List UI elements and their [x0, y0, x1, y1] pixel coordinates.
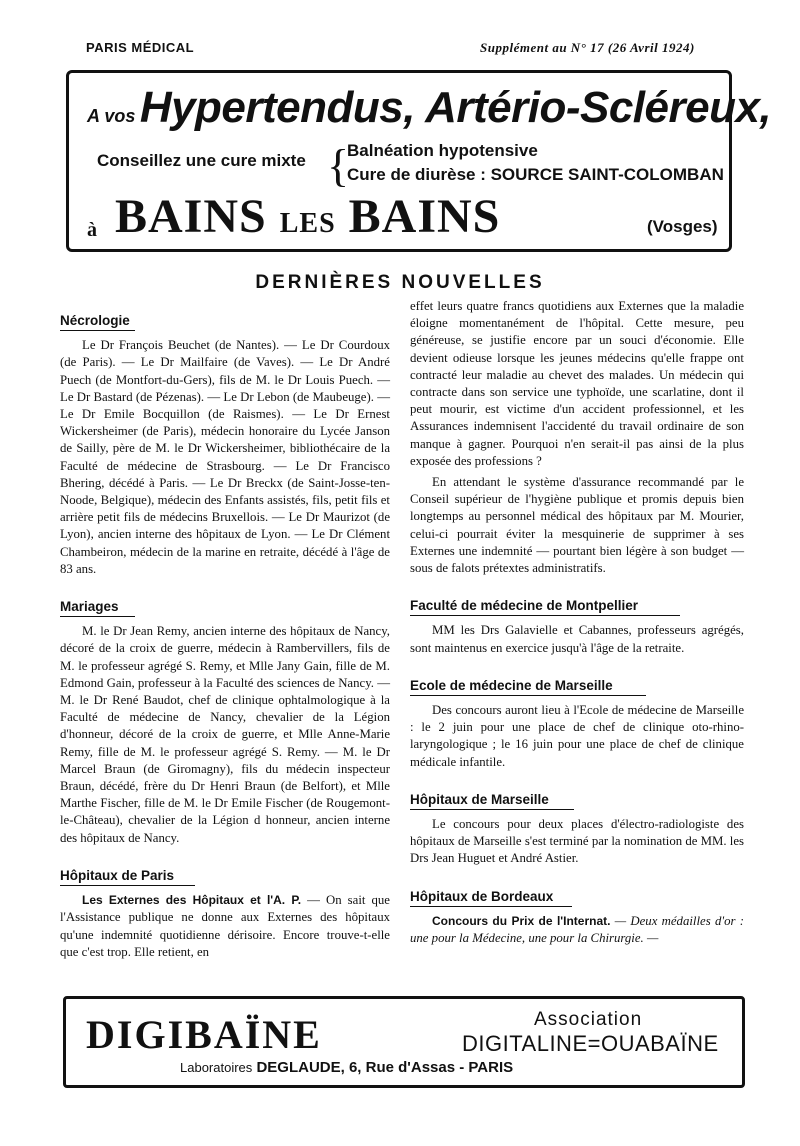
hopitaux-paris-lead: Les Externes des Hôpitaux et l'A. P. [82, 893, 302, 908]
ad-resort-word-1: BAINS [115, 190, 267, 243]
ad-region: (Vosges) [647, 217, 718, 236]
ad-advice: Conseillez une cure mixte [97, 151, 306, 170]
section-title: DERNIÈRES NOUVELLES [255, 272, 545, 293]
heading-hopitaux-bordeaux: Hôpitaux de Bordeaux [410, 888, 572, 907]
heading-mariages: Mariages [60, 598, 135, 617]
ad-preposition: à [87, 219, 97, 241]
ad-resort-word-les: LES [279, 208, 336, 239]
heading-hopitaux-paris: Hôpitaux de Paris [60, 867, 195, 886]
running-header-title: PARIS MÉDICAL [86, 40, 195, 55]
mariages-text: M. le Dr Jean Remy, ancien interne des hôpitaux de Nancy, décoré de la croix de guerre, médecin à Rambervillers, fils de M. le professeur agrégé S. Remy, et Mlle Jany Gain, fille de M. Edmond Gain, professeur à la Faculté des sciences de Nancy. — M. le Dr René Baudot, chef de clinique ophtalmologique à la Faculté de médecine de Nancy, chevalier de la Légion d'honneur, décoré de la croix de guerre, et Mlle Anne-Marie Remy, fille de M. le professeur agrégé S. Remy. — M. le Dr Marcel Braun (de Giromagny), fils du médecin inspecteur Braun, décédé, frère du Dr Henri Braun (de Belfort), et Mlle Marthe Fischer, fille de M. le Dr Emile Fischer (de Rougemont-le-Château), chevalier de la Légion d honneur, ancien interne des hôpitaux de Nancy. [60, 624, 390, 845]
ad-association: Association [534, 1009, 643, 1030]
ad-laboratory-prefix: Laboratoires [180, 1060, 253, 1075]
heading-necrologie: Nécrologie [60, 312, 135, 331]
ad-item-1: Balnéation hypotensive [347, 141, 538, 160]
heading-ecole-marseille: Ecole de médecine de Marseille [410, 677, 646, 696]
bordeaux-body: — Deux médailles d'or : une pour la Médecine, une pour la Chirurgie. — [410, 913, 744, 946]
right-column [410, 298, 744, 951]
necrologie-text: Le Dr François Beuchet (de Nantes). — Le Dr Courdoux (de Paris). — Le Dr Mailfaire (de Vaves). — Le Dr André Puech (de Montfort-du-Gers), fils de M. le Dr Louis Puech. — Le Dr Bastard (de Pézenas). — Le Dr Lebon (de Maubeuge). — Le Dr Emile Bocquillon (de Raismes). — Le Dr Ernest Wickersheimer (de Paris), médecin honoraire du Lycée Janson de Sailly, père de M. le Dr Wickersheimer, bibliothécaire de la Faculté de médecine de Strasbourg. — Le Dr Francisco Bhering, décédé à Paris. — Le Dr Breckx (de Saint-Josse-ten-Noode, Belgique), médecin des Enfants assistés, fils, petit fils et arrière petit fils de médecins Bruxellois. — Le Dr Maurizot (de Lyon), ancien interne des hôpitaux de Lyon. — Le Dr Clément Chambeiron, médecin de la marine en retraite, décédé à l'âge de 83 ans. [60, 338, 390, 576]
ad-resort-name [115, 189, 500, 244]
ad-headline-prefix: A vos [87, 106, 136, 126]
advertisement-bains-les-bains [66, 70, 772, 252]
running-header-issue: Supplément au N° 17 (26 Avril 1924) [480, 40, 695, 55]
hopitaux-paris-body: — On sait que l'Assistance publique ne donne aux Externes des hôpitaux qu'une indemnité quotidienne dérisoire. Encore trouve-t-elle que c'est trop. Elle retient, en [60, 893, 390, 959]
ad-headline [87, 83, 771, 133]
bordeaux-lead: Concours du Prix de l'Internat. [432, 913, 611, 928]
heading-hopitaux-marseille: Hôpitaux de Marseille [410, 791, 574, 810]
hopitaux-bordeaux-text [410, 913, 744, 947]
ad-laboratory-name: DEGLAUDE, 6, Rue d'Assas - PARIS [256, 1059, 514, 1076]
continuation-text-2: En attendant le système d'assurance recommandé par le Conseil supérieur de l'hygiène publique et promis depuis bien longtemps au personnel médical des hôpitaux par M. Mourier, celui-ci pourrait éviter la mesquinerie de supprimer à ses Externes une indemnité — pourtant bien légère à son budget — sous de falots prétextes administratifs. [410, 475, 744, 576]
continuation-text: effet leurs quatre francs quotidiens aux Externes que la maladie éloigne momentanément de l'hôpital. Cette mesure, peu généreuse, se justifie encore par un souci d'économie. Elle devient odieuse lorsque les jeunes médecins qu'elle frappe ont contracté leur maladie au chevet des malades. Un médecin qui contracte dans son service une typhoïde, une scarlatine, dont il peut mourir, est victime d'un accident professionnel, et les Assurances indemnisent l'accidenté du travail ordinaire de son manque à gagner. Pourquoi n'en serait-il pas ainsi de la plus exposée des professions ? [410, 299, 744, 468]
left-column [60, 306, 390, 965]
ecole-marseille-text: Des concours auront lieu à l'Ecole de médecine de Marseille : le 2 juin pour une place de chef de clinique oto-rhino-laryngologique ; le 16 juin pour une place de chef de clinique médicale infantile. [410, 703, 744, 769]
brace-icon: { [327, 140, 350, 191]
ad-laboratory [180, 1059, 513, 1076]
ad-product: DIGITALINE=OUABAÏNE [462, 1031, 719, 1056]
advertisement-digibaine [63, 996, 745, 1088]
montpellier-text: MM les Drs Galavielle et Cabannes, professeurs agrégés, sont maintenus en exercice jusqu'à l'âge de la retraite. [410, 623, 744, 655]
hopitaux-paris-text [60, 892, 390, 961]
ad-resort-word-2: BAINS [348, 190, 501, 243]
heading-montpellier: Faculté de médecine de Montpellier [410, 597, 680, 616]
hopitaux-marseille-text: Le concours pour deux places d'électro-radiologiste des hôpitaux de Marseille s'est terminé par la nomination de MM. les Drs Jean Huguet et André Astier. [410, 817, 744, 866]
ad-brand: DIGIBAÏNE [86, 1012, 322, 1057]
ad-item-2: Cure de diurèse : SOURCE SAINT-COLOMBAN [347, 165, 724, 184]
ad-headline-main: Hypertendus, Artério-Scléreux, [139, 83, 772, 132]
